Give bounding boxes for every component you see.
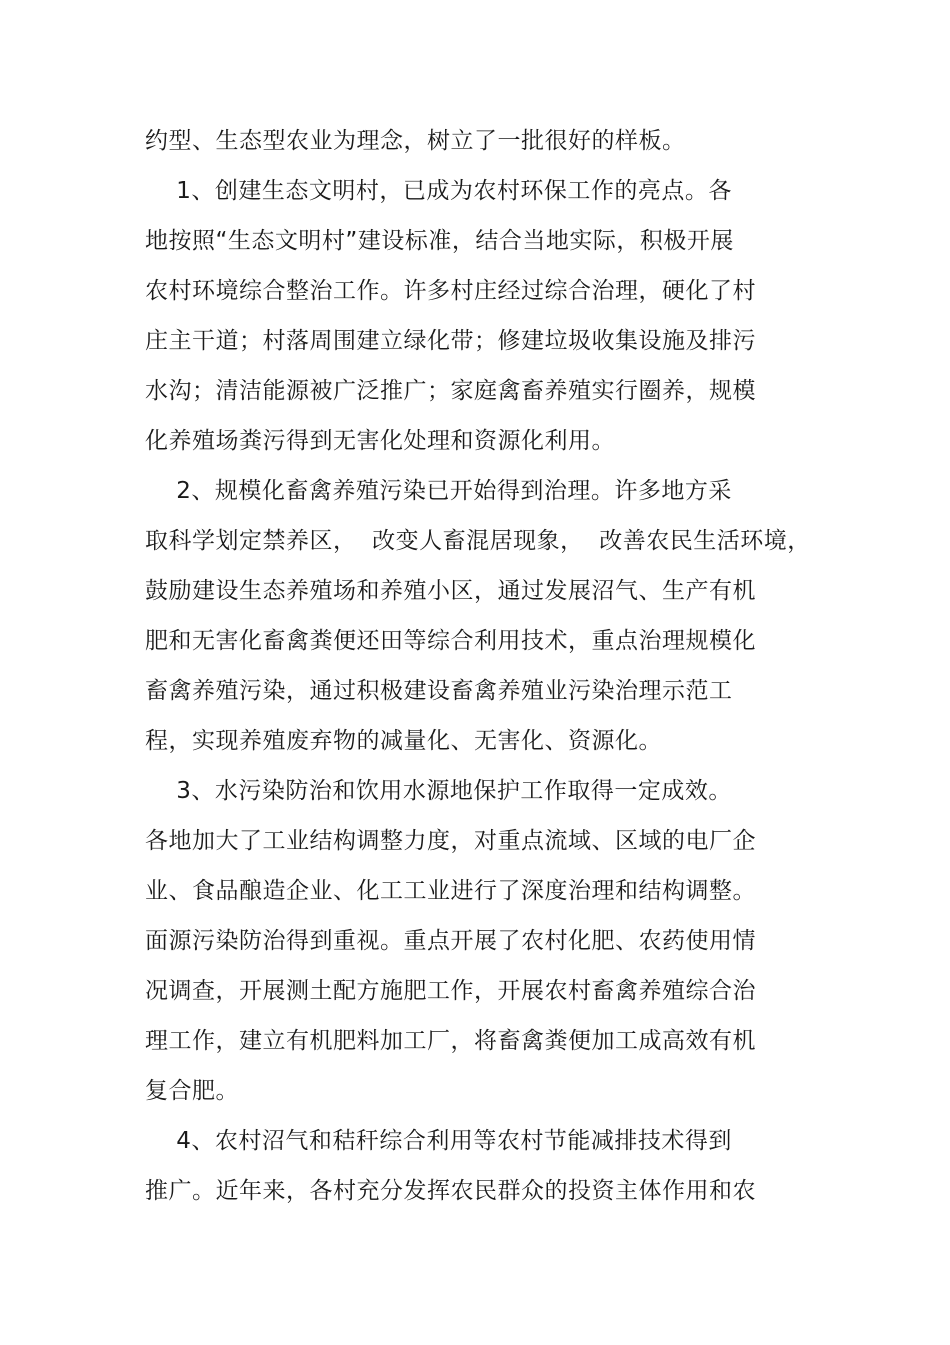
text-line: 3、水污染防治和饮用水源地保护工作取得一定成效。 bbox=[145, 778, 732, 804]
text-line: 鼓励建设生态养殖场和养殖小区，通过发展沼气、生产有机 bbox=[145, 578, 756, 604]
text-line: 1、创建生态文明村，已成为农村环保工作的亮点。各 bbox=[145, 178, 732, 204]
text-line: 4、农村沼气和秸秆综合利用等农村节能减排技术得到 bbox=[145, 1128, 732, 1154]
text-line: 约型、生态型农业为理念，树立了一批很好的样板。 bbox=[145, 128, 686, 154]
text-line: 理工作，建立有机肥料加工厂，将畜禽粪便加工成高效有机 bbox=[145, 1028, 756, 1054]
text-line: 畜禽养殖污染，通过积极建设畜禽养殖业污染治理示范工 bbox=[145, 678, 733, 704]
text-line: 各地加大了工业结构调整力度，对重点流域、区域的电厂企 bbox=[145, 828, 756, 854]
text-line: 取科学划定禁养区， 改变人畜混居现象， 改善农民生活环境， bbox=[145, 528, 811, 554]
text-line: 农村环境综合整治工作。许多村庄经过综合治理，硬化了村 bbox=[145, 278, 756, 304]
text-line: 推广。近年来，各村充分发挥农民群众的投资主体作用和农 bbox=[145, 1178, 756, 1204]
text-line: 庄主干道；村落周围建立绿化带；修建垃圾收集设施及排污 bbox=[145, 328, 756, 354]
text-line: 业、食品酿造企业、化工工业进行了深度治理和结构调整。 bbox=[145, 878, 756, 904]
text-line: 化养殖场粪污得到无害化处理和资源化利用。 bbox=[145, 428, 615, 454]
text-line: 复合肥。 bbox=[145, 1078, 239, 1104]
text-line: 水沟；清洁能源被广泛推广；家庭禽畜养殖实行圈养，规模 bbox=[145, 378, 756, 404]
text-line: 肥和无害化畜禽粪便还田等综合利用技术，重点治理规模化 bbox=[145, 628, 756, 654]
text-line: 2、规模化畜禽养殖污染已开始得到治理。许多地方采 bbox=[145, 478, 732, 504]
text-line: 况调查，开展测土配方施肥工作，开展农村畜禽养殖综合治 bbox=[145, 978, 756, 1004]
text-line: 面源污染防治得到重视。重点开展了农村化肥、农药使用情 bbox=[145, 928, 756, 954]
text-line: 地按照“生态文明村”建设标准，结合当地实际，积极开展 bbox=[145, 228, 734, 254]
text-line: 程，实现养殖废弃物的减量化、无害化、资源化。 bbox=[145, 728, 662, 754]
